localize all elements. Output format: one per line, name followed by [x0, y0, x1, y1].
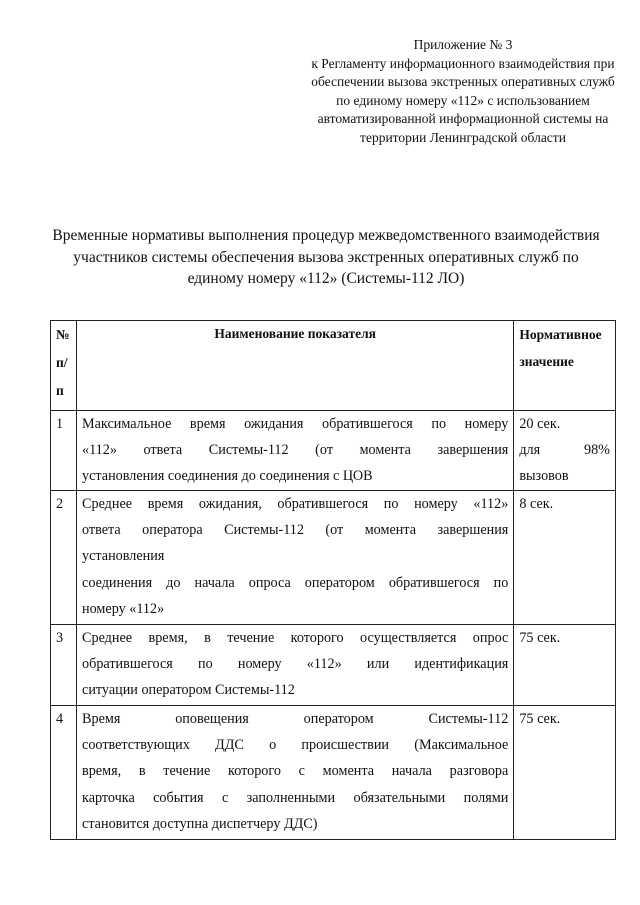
header-number-line: п/ [56, 355, 68, 370]
row-number: 3 [51, 625, 77, 706]
indicator-line: обратившегося по номеру «112» или идентификация [82, 656, 509, 673]
row-number: 4 [51, 706, 77, 840]
indicator-line: Время оповещения оператором Системы-112 [82, 711, 509, 727]
indicator-line: установления соединения до соединения с ЦОВ [82, 468, 373, 485]
appendix-line: Приложение № 3 [413, 37, 513, 52]
indicator-line: ответа оператора Системы-112 (от момента завершения [82, 522, 509, 539]
value-line: вызовов [519, 468, 569, 485]
appendix-header [300, 36, 626, 148]
appendix-line: территории Ленинградской области [360, 129, 566, 145]
appendix-line: к Регламенту информационного взаимодействия при [311, 55, 615, 71]
table-row [51, 706, 616, 840]
value-line: 8 сек. [519, 496, 554, 512]
value-line: 75 сек. [519, 711, 561, 727]
indicator-line: Среднее время, в течение которого осуществляется опрос [82, 630, 509, 646]
value-line [519, 437, 610, 463]
indicator-line: карточка события с заполненными обязательными полями [82, 789, 509, 806]
table-row [51, 625, 616, 706]
table-header-row [51, 321, 616, 411]
row-value [514, 491, 616, 625]
appendix-line: обеспечении вызова экстренных оперативных служб [311, 74, 615, 90]
appendix-line: автоматизированной информационной системы на [317, 111, 609, 127]
row-value [514, 706, 616, 840]
value-word: 98% [583, 442, 610, 459]
header-norm-value [514, 321, 616, 411]
indicator-line: соответствующих ДДС о происшествии (Максимальное [82, 737, 509, 754]
row-indicator [77, 491, 514, 625]
title-line: участников системы обеспечения вызова экстренных оперативных служб по [73, 248, 579, 266]
row-indicator [77, 706, 514, 840]
norms-table [50, 320, 616, 840]
header-value-line: Нормативное [519, 327, 602, 342]
indicator-line: становится доступна диспетчеру ДДС) [82, 815, 318, 832]
document-title [40, 225, 612, 290]
indicator-line: «112» ответа Системы-112 (от момента завершения [82, 442, 509, 459]
indicator-line: установления [82, 548, 165, 565]
indicator-line: соединения до начала опроса оператором обратившегося по [82, 574, 509, 591]
header-indicator-name: Наименование показателя [77, 321, 514, 411]
indicator-line: Максимальное время ожидания обратившегося по номеру [82, 416, 509, 432]
row-value [514, 411, 616, 491]
table-row [51, 491, 616, 625]
row-number: 2 [51, 491, 77, 625]
row-value [514, 625, 616, 706]
table-row [51, 411, 616, 491]
value-line: 75 сек. [519, 630, 561, 646]
appendix-line: по единому номеру «112» с использованием [336, 92, 590, 108]
header-number-line: № [56, 327, 70, 342]
row-indicator [77, 411, 514, 491]
indicator-line: ситуации оператором Системы-112 [82, 682, 295, 699]
value-line: 20 сек. [519, 416, 561, 432]
title-line: единому номеру «112» (Системы-112 ЛО) [187, 270, 465, 287]
header-number [51, 321, 77, 411]
header-number-line: п [56, 383, 64, 398]
indicator-line: номеру «112» [82, 600, 165, 617]
row-indicator [77, 625, 514, 706]
value-word: для [519, 442, 541, 459]
title-line: Временные нормативы выполнения процедур межведомственного взаимодействия [52, 227, 600, 244]
indicator-line: Среднее время ожидания, обратившегося по номеру «112» [82, 496, 509, 512]
header-value-line: значение [519, 354, 574, 369]
indicator-line: время, в течение которого с момента начала разговора [82, 763, 509, 780]
row-number: 1 [51, 411, 77, 491]
